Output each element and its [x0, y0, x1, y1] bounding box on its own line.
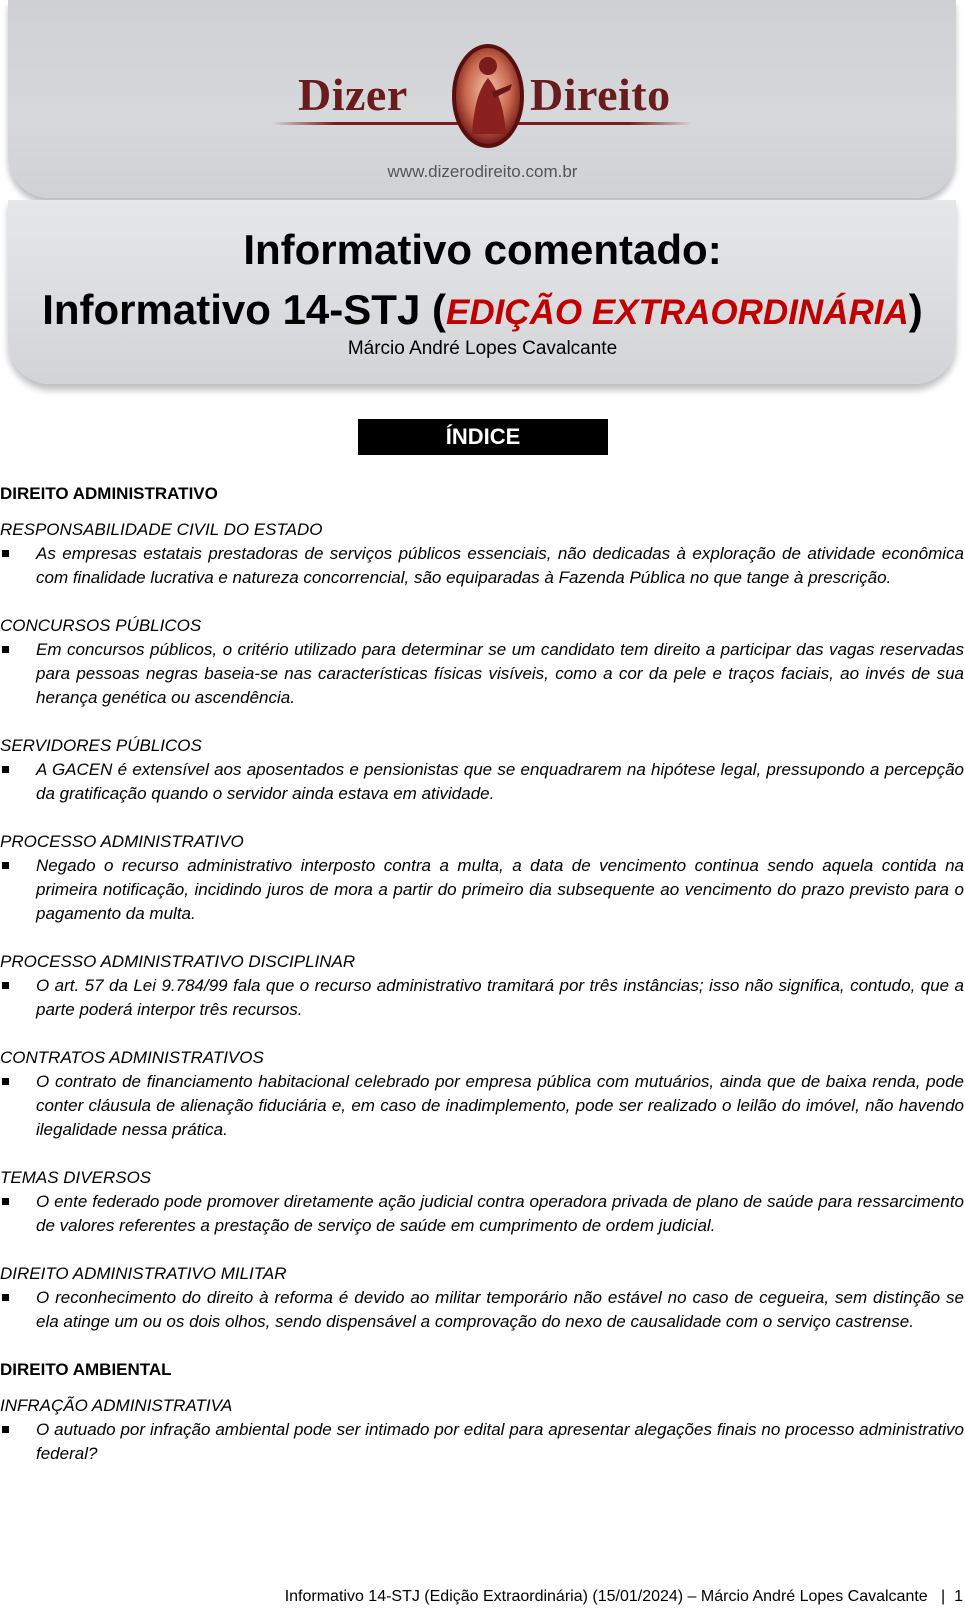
topic-title: CONCURSOS PÚBLICOS — [0, 616, 202, 635]
index-entry-text: As empresas estatais prestadoras de serviços públicos essenciais, não dedicadas à exploração de atividade econômica com finalidade lucrativa e natureza concorrencial, são equiparadas à Fazenda Pública no que tange à prescrição. — [36, 544, 964, 587]
index-entry[interactable] — [0, 974, 964, 1022]
square-bullet-icon — [2, 1198, 9, 1205]
topic-title: PROCESSO ADMINISTRATIVO — [0, 832, 244, 851]
square-bullet-icon — [2, 550, 9, 557]
dizer-direito-logo[interactable] — [272, 38, 692, 156]
index-entry[interactable] — [0, 758, 964, 806]
index-heading: ÍNDICE — [358, 419, 608, 455]
area-heading: DIREITO ADMINISTRATIVO — [0, 484, 218, 503]
area-heading: DIREITO AMBIENTAL — [0, 1360, 172, 1379]
index-entry-text: Em concursos públicos, o critério utilizado para determinar se um candidato tem direito a participar das vagas reservadas para pessoas negras baseia-se nas características físicas visíveis, como a cor da pele e traços faciais, ao invés de sua herança genética ou ascendência. — [36, 640, 964, 707]
footer-text: Informativo 14-STJ (Edição Extraordinária) (15/01/2024) – Márcio André Lopes Cavalcante — [284, 1588, 928, 1605]
index-entry[interactable] — [0, 638, 964, 710]
footer-separator: | — [941, 1588, 946, 1605]
index-entry-text: O art. 57 da Lei 9.784/99 fala que o recurso administrativo tramitará por três instâncias; isso não significa, contudo, que a parte poderá interpor três recursos. — [36, 976, 964, 1019]
title-suffix: ) — [908, 286, 923, 333]
index-entry-text: O ente federado pode promover diretamente ação judicial contra operadora privada de plano de saúde para ressarcimento de valores referentes a prestação de serviço de saúde em cumprimento de ordem judicial. — [36, 1192, 964, 1235]
logo-word-dizer: Dizer — [298, 69, 408, 120]
index-entry-text: O reconhecimento do direito à reforma é devido ao militar temporário não estável no caso de cegueira, sem distinção se ela atinge um ou os dois olhos, sendo dispensável a comprovação do nexo de causalidade com o serviço castrense. — [36, 1288, 964, 1331]
title-prefix: Informativo 14-STJ ( — [42, 286, 446, 333]
document-title-line-1: Informativo comentado: — [243, 226, 722, 273]
square-bullet-icon — [2, 862, 9, 869]
site-url[interactable]: www.dizerodireito.com.br — [387, 162, 578, 181]
index-entry-text: A GACEN é extensível aos aposentados e pensionistas que se enquadrarem na hipótese legal, pressupondo a percepção da gratificação quando o servidor ainda estava em atividade. — [36, 760, 964, 803]
square-bullet-icon — [2, 766, 9, 773]
title-edition-highlight: EDIÇÃO EXTRAORDINÁRIA — [445, 293, 909, 332]
topic-title: INFRAÇÃO ADMINISTRATIVA — [0, 1396, 233, 1415]
topic-title: SERVIDORES PÚBLICOS — [0, 736, 202, 755]
topic-title: PROCESSO ADMINISTRATIVO DISCIPLINAR — [0, 952, 356, 971]
topic-title: CONTRATOS ADMINISTRATIVOS — [0, 1048, 264, 1067]
index-entry[interactable] — [0, 854, 964, 926]
square-bullet-icon — [2, 646, 9, 653]
topic-title: RESPONSABILIDADE CIVIL DO ESTADO — [0, 520, 323, 539]
index-entry-text: O autuado por infração ambiental pode ser intimado por edital para apresentar alegações finais no processo administrativo federal? — [36, 1420, 964, 1463]
index-entry[interactable] — [0, 1286, 964, 1334]
square-bullet-icon — [2, 1294, 9, 1301]
index-entry[interactable] — [0, 1070, 964, 1142]
index-entry[interactable] — [0, 542, 964, 590]
topic-title: TEMAS DIVERSOS — [0, 1168, 152, 1187]
index-entry-text: Negado o recurso administrativo interposto contra a multa, a data de vencimento continua sendo aquela contida na primeira notificação, incidindo juros de mora a partir do primeiro dia subsequente ao vencimento do prazo previsto para o pagamento da multa. — [36, 856, 964, 923]
page-number: 1 — [954, 1588, 963, 1605]
index-entry[interactable] — [0, 1418, 964, 1466]
square-bullet-icon — [2, 982, 9, 989]
page-footer — [0, 1588, 965, 1606]
topic-title: DIREITO ADMINISTRATIVO MILITAR — [0, 1264, 287, 1283]
square-bullet-icon — [2, 1426, 9, 1433]
logo-emblem-icon — [448, 38, 528, 150]
index-entry[interactable] — [0, 1190, 964, 1238]
logo-word-direito: Direito — [530, 69, 671, 120]
author-name: Márcio André Lopes Cavalcante — [347, 338, 618, 359]
index-content — [0, 482, 964, 1466]
square-bullet-icon — [2, 1078, 9, 1085]
document-title-line-2 — [0, 286, 965, 334]
index-entry-text: O contrato de financiamento habitacional celebrado por empresa pública com mutuários, ainda que de baixa renda, pode conter cláusula de alienação fiduciária e, em caso de inadimplemento, pode ser realizado o leilão do imóvel, não havendo ilegalidade nessa prática. — [36, 1072, 964, 1139]
